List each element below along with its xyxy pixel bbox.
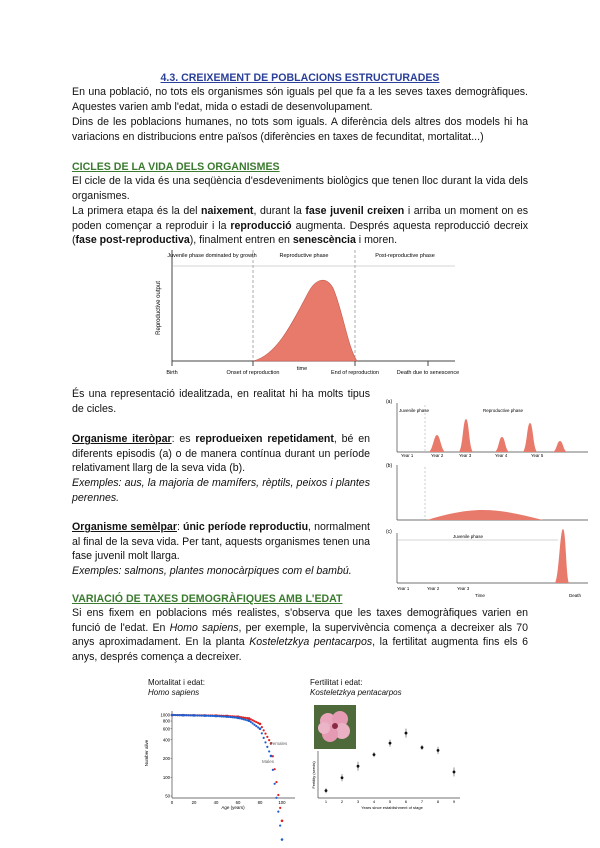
mortality-curve-dot — [255, 725, 257, 727]
mortality-curve-dot — [275, 781, 277, 783]
phase-label-juvenile: Juvenile phase dominated by growth — [167, 253, 257, 259]
mortality-x-tick-label: 60 — [235, 800, 241, 805]
y-axis-label: Reproductive output — [156, 281, 162, 335]
mortality-y-tick-label: 50 — [165, 793, 170, 799]
fertility-data-point — [421, 746, 424, 749]
mortality-series — [171, 714, 284, 841]
mortality-curve-dot — [279, 807, 281, 809]
panel-c-time-label: Time — [475, 593, 485, 598]
panel-a-peak-2 — [459, 419, 473, 452]
mortality-data-point — [281, 838, 284, 841]
mortality-curve-dot — [264, 733, 266, 735]
fertility-title-text: Fertilitat i edat: — [310, 678, 363, 687]
mortality-x-tick-label: 100 — [278, 800, 286, 805]
series-label-males: Males — [262, 759, 275, 764]
mortality-curve-dot — [244, 717, 246, 719]
panel-a-letter: (a) — [386, 399, 393, 405]
panel-a-year-1: Year 1 — [401, 453, 414, 458]
mortality-y-tick-label: 600 — [162, 726, 170, 732]
panel-a-peak-5 — [553, 441, 567, 452]
mortality-curve-dot — [241, 718, 243, 720]
fertility-data-point — [405, 732, 408, 735]
mortality-curve-dot — [261, 732, 263, 734]
mortality-y-tick-label: 400 — [162, 737, 170, 743]
phase-label-reproductive: Reproductive phase — [279, 253, 329, 259]
mortality-curve-dot — [279, 824, 281, 826]
panel-a-peak-3 — [495, 437, 509, 452]
panel-a-reproductive-label: Reproductive phase — [483, 408, 524, 413]
fertility-x-tick-label: 9 — [452, 799, 456, 804]
page-title: 4.3. CREIXEMENT DE POBLACIONS ESTRUCTURADES — [160, 72, 440, 84]
fertility-data-point — [357, 765, 360, 768]
mortality-data-point — [259, 723, 262, 726]
mortality-subtitle-text: Homo sapiens — [148, 688, 200, 697]
mortality-x-tick-label: 80 — [257, 800, 263, 805]
mortality-curve-dot — [266, 746, 268, 748]
mortality-curve-dot — [244, 719, 246, 721]
fertility-data-point — [437, 749, 440, 752]
fertility-x-tick-label: 4 — [372, 799, 376, 804]
fertility-subtitle-text: Kosteletzkya pentacarpos — [310, 688, 402, 697]
fertility-x-tick-label: 7 — [420, 799, 424, 804]
series-label-females: Females — [270, 741, 288, 746]
mortality-curve-dot — [266, 736, 268, 738]
fertility-x-label: Years since establishment of stage — [361, 805, 423, 810]
mortality-x-label: Age (years) — [221, 805, 245, 810]
life-cycle-chart — [150, 248, 462, 386]
mortality-curve-dot — [263, 737, 265, 739]
idealized-note: És una representació idealitzada, en realitat hi ha molts tipus de cicles. — [72, 388, 370, 415]
mortality-data-point — [281, 819, 284, 822]
tick-label-onset: Onset of reproduction — [226, 370, 280, 376]
mortality-data-point — [259, 728, 262, 731]
section-heading-age-variation: VARIACIÓ DE TAXES DEMOGRÀFIQUES AMB L'EDAT — [72, 593, 343, 605]
mortality-y-tick-label: 800 — [162, 718, 170, 724]
tick-label-end: End of reproduction — [330, 370, 380, 376]
mortality-y-ticks — [160, 713, 172, 799]
fertility-x-tick-label: 2 — [340, 799, 344, 804]
mortality-x-tick-label: 40 — [213, 800, 219, 805]
mortality-curve-dot — [252, 722, 254, 724]
mortality-curve-dot — [274, 783, 276, 785]
fertility-chart — [312, 703, 462, 811]
flower-icon — [318, 711, 350, 742]
mortality-curve-dot — [264, 741, 266, 743]
intro-paragraph-2: Dins de les poblacions humanes, no tots som iguals. A diferència dels altres dos models hi ha variacions en distribucions entre països (diferències en taxes de fecunditat, mortalitat...) — [72, 116, 528, 143]
semelparous-examples: Exemples: salmons, plantes monocàrpiques com el bambú. — [72, 565, 352, 577]
age-variation-paragraph: Si ens fixem en poblacions més realistes, s'observa que les taxes demogràfiques varien en funció de l'edat. En Homo sapiens, per exemple, la supervivència comença a decreixer als 70 anys aproximadament. En la planta Kosteletzkya pentacarpos, la fertilitat augmenta fins els 6 anys, després comença a decreixer. — [72, 607, 528, 663]
mortality-title-text: Mortalitat i edat: — [148, 678, 205, 687]
life-cycle-paragraph-1: El cicle de la vida és una seqüència d'esdeveniments biològics que tenen lloc durant la vida dels organismes. — [72, 175, 528, 202]
fertility-data-point — [453, 771, 456, 774]
panel-c-single-peak — [555, 529, 569, 583]
fertility-x-ticks — [325, 799, 456, 804]
mortality-curve-dot — [268, 750, 270, 752]
fertility-x-tick-label: 5 — [388, 799, 392, 804]
life-cycle-paragraph-2: La primera etapa és la del naixement, durant la fase juvenil creixen i arriba un moment on es poden començar a reproduir i la reproducció augmenta. Després aquesta reproducció decreix (fase post-reproductiva), finalment entren en senescència i moren. — [72, 205, 529, 246]
fertility-y-label: Fertility (seeds) — [311, 761, 316, 789]
iteroparous-examples: Exemples: aus, la majoria de mamífers, rèptils, peixos i plantes perennes. — [72, 477, 370, 504]
mortality-curve-dot — [263, 729, 265, 731]
fertility-x-tick-label: 6 — [404, 799, 408, 804]
mortality-curve-dot — [253, 724, 255, 726]
panel-c-year-3: Year 3 — [457, 586, 470, 591]
mortality-chart — [140, 703, 300, 811]
mortality-curve-dot — [242, 718, 244, 720]
panel-a-juvenile-label: Juvenile phase — [399, 408, 430, 413]
fertility-x-tick-label: 3 — [356, 799, 360, 804]
iteroparous-paragraph: Organisme iteròpar: es reprodueixen repetidament, bé en diferents episodis (a) o de manera contínua durant un període relativament llarg de la seva vida (b). — [72, 433, 370, 474]
panel-a-year-3: Year 3 — [459, 453, 472, 458]
phase-label-post-reproductive: Post-reproductive phase — [375, 253, 435, 259]
intro-paragraph-1: En una població, no tots els organismes són iguals pel que fa a les seves taxes demogràfiques. Aquestes varien amb l'edat, mida o estadi de desenvolupament. — [72, 86, 528, 113]
mortality-curve-dot — [239, 717, 241, 719]
fertility-data-point — [341, 776, 344, 779]
mortality-curve-dot — [272, 769, 274, 771]
panel-b-continuous-reproduction — [427, 510, 543, 520]
cycles-figure — [383, 397, 593, 602]
mortality-curve-dot — [277, 811, 279, 813]
panel-c-death-label: Death — [569, 593, 582, 598]
section-heading-life-cycles: CICLES DE LA VIDA DELS ORGANISMES — [72, 161, 280, 173]
panel-b-letter: (b) — [386, 463, 393, 469]
panel-a-year-4: Year 4 — [495, 453, 508, 458]
semelparous-paragraph: Organisme semèlpar: únic període reproductiu, normalment al final de la seva vida. Per tant, aquests organismes tenen una fase juvenil molt llarga. — [72, 521, 371, 562]
panel-c-year-2: Year 2 — [427, 586, 440, 591]
mortality-y-tick-label: 200 — [162, 756, 170, 762]
panel-a-peak-1 — [429, 435, 445, 452]
reproductive-output-curve — [253, 280, 357, 361]
mortality-x-tick-label: 20 — [191, 800, 197, 805]
fertility-data-point — [373, 753, 376, 756]
mortality-y-tick-label: 1000 — [160, 712, 170, 718]
fertility-x-tick-label: 1 — [324, 799, 328, 804]
panel-c-juvenile-label: Juvenile phase — [453, 534, 484, 539]
panel-c-year-1: Year 1 — [397, 586, 410, 591]
mortality-data-point — [270, 755, 273, 758]
mortality-chart-title — [148, 678, 205, 698]
panel-a-year-5: Year 5 — [531, 453, 544, 458]
mortality-curve-dot — [275, 797, 277, 799]
panel-a-peak-4 — [523, 423, 537, 452]
panel-c-letter: (c) — [386, 529, 392, 535]
tick-label-birth: Birth — [166, 370, 178, 376]
fertility-x-tick-label: 8 — [436, 799, 440, 804]
mortality-x-tick-label: 0 — [170, 800, 174, 805]
fertility-chart-title — [310, 678, 402, 698]
panel-a-year-2: Year 2 — [431, 453, 444, 458]
tick-label-death: Death due to senescence — [396, 370, 460, 376]
mortality-curve-dot — [261, 726, 263, 728]
mortality-y-label: Number alive — [144, 739, 149, 767]
mortality-curve-dot — [250, 721, 252, 723]
fertility-data-point — [325, 789, 328, 792]
mortality-curve-dot — [277, 794, 279, 796]
fertility-data-point — [389, 742, 392, 745]
mortality-y-tick-label: 100 — [162, 774, 170, 780]
time-label: time — [296, 366, 308, 372]
